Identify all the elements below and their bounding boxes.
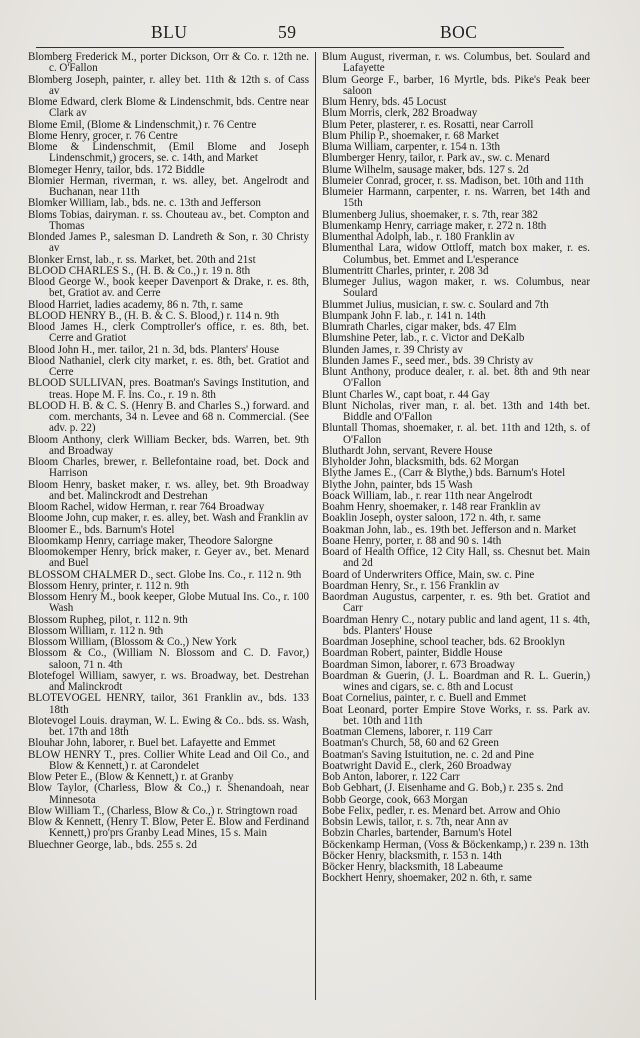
directory-entry: Bloom Anthony, clerk William Becker, bds. Warren, bet. 9th and Broadway	[28, 433, 309, 457]
directory-entry: Bob Gebhart, (J. Eisenhame and G. Bob,) r. 235 s. 2nd	[322, 782, 564, 795]
directory-entry: BLOOD H. B. & C. S. (Henry B. and Charles S.,) forward. and com. merchants, 34 n. Levee and 68 n. Commercial. (See adv. p. 22)	[28, 399, 309, 435]
directory-entry: Böcker Henry, blacksmith, 18 Labeaume	[322, 861, 503, 873]
directory-entry: Board of Health Office, 12 City Hall, ss. Chesnut bet. Main and 2d	[322, 546, 590, 570]
directory-entry: Blummet Julius, musician, r. sw. c. Soulard and 7th	[322, 298, 549, 311]
directory-entry: Bloomer E., bds. Barnum's Hotel	[28, 523, 175, 536]
directory-entry: Boatman Clemens, laborer, r. 119 Carr	[322, 726, 493, 738]
directory-entry: BLOOD HENRY B., (H. B. & C. S. Blood,) r. 114 n. 9th	[28, 309, 280, 322]
directory-entry: Boardman & Guerin, (J. L. Boardman and R. L. Guerin,) wines and cigars, se. c. 8th and Locust	[322, 669, 590, 693]
directory-entry: Blossom William, r. 112 n. 9th	[28, 624, 164, 637]
directory-entry: Bloomokemper Henry, brick maker, r. Geyer av., bet. Menard and Buel	[28, 546, 309, 570]
directory-entry: Bockhert Henry, shoemaker, 202 n. 6th, r. same	[322, 872, 532, 885]
directory-entry: BLOW HENRY T., pres. Collier White Lead and Oil Co., and Blow & Kennett,) r. at Carondelet	[28, 748, 309, 772]
directory-entry: Blum Morris, clerk, 282 Broadway	[322, 107, 478, 120]
right-column	[322, 52, 590, 885]
directory-entry: Boaklin Joseph, oyster saloon, 172 n. 4th, r. same	[322, 512, 541, 525]
directory-entry: Blonded James P., salesman D. Landreth & Son, r. 30 Christy av	[28, 231, 309, 255]
directory-entry: Blossom Rupheg, pilot, r. 112 n. 9th	[28, 613, 188, 626]
directory-entry: Bloom Rachel, widow Herman, r. rear 764 Broadway	[28, 501, 265, 513]
directory-entry: Bloom Henry, basket maker, r. ws. alley, bet. 9th Broadway and bet. Malinckrodt and Destrehan	[28, 478, 309, 502]
directory-entry: Blunden James, r. 39 Christy av	[322, 343, 463, 356]
directory-entry: Blumenberg Julius, shoemaker, r. s. 7th, rear 382	[322, 208, 538, 221]
left-column	[28, 52, 309, 851]
directory-entry: Blood John H., mer. tailor, 21 n. 3d, bds. Planters' House	[28, 343, 280, 356]
directory-entry: Boardman Henry, Sr., r. 156 Franklin av	[322, 579, 500, 592]
directory-entry: Blunt Anthony, produce dealer, r. al. bet. 8th and 9th near O'Fallon	[322, 366, 590, 390]
header-rule	[36, 47, 564, 48]
directory-entry: Boardman Robert, painter, Biddle House	[322, 647, 503, 660]
directory-entry: Blomberg Frederick M., porter Dickson, Orr & Co. r. 12th ne. c. O'Fallon	[28, 51, 309, 75]
directory-entry: Blunt Charles W., capt boat, r. 44 Gay	[322, 388, 490, 401]
directory-entry: Blumeger Julius, wagon maker, r. ws. Columbus, near Soulard	[322, 276, 590, 300]
directory-entry: Blumpank John F. lab., r. 141 n. 14th	[322, 309, 486, 322]
directory-entry: Boahm Henry, shoemaker, r. 148 rear Franklin av	[322, 501, 541, 513]
directory-entry: Bobb George, cook, 663 Morgan	[322, 793, 468, 806]
directory-entry: Bloom Charles, brewer, r. Bellefontaine road, bet. Dock and Harrison	[28, 456, 309, 480]
directory-entry: Bobzin Charles, bartender, Barnum's Hotel	[322, 827, 512, 840]
directory-entry: Bluma William, carpenter, r. 154 n. 13th	[322, 141, 501, 153]
directory-entry: Blossom William, (Blossom & Co.,) New York	[28, 636, 237, 648]
directory-entry: Blumeier Harmann, carpenter, r. ns. Warren, bet 14th and 15th	[322, 186, 590, 210]
directory-entry: Blome Henry, grocer, r. 76 Centre	[28, 129, 178, 142]
directory-entry: Blumenkamp Henry, carriage maker, r. 272 n. 18th	[322, 219, 547, 232]
directory-entry: Blossom Henry, printer, r. 112 n. 9th	[28, 579, 190, 592]
directory-entry: Blomberg Joseph, painter, r. alley bet. 11th & 12th s. of Cass av	[28, 73, 309, 97]
directory-entry: Blossom Henry M., book keeper, Globe Mutual Ins. Co., r. 100 Wash	[28, 591, 309, 615]
directory-entry: Blouhar John, laborer, r. Buel bet. Lafayette and Emmet	[28, 737, 276, 750]
directory-entry: BLOOD CHARLES S., (H. B. & Co.,) r. 19 n. 8th	[28, 264, 251, 277]
directory-entry: Blunt Nicholas, river man, r. al. bet. 13th and 14th bet. Biddle and O'Fallon	[322, 399, 590, 423]
directory-entry: Böcker Henry, blacksmith, r. 153 n. 14th	[322, 849, 502, 862]
directory-entry: Boardman Simon, laborer, r. 673 Broadway	[322, 658, 515, 671]
directory-entry: Blumberger Henry, tailor, r. Park av., sw. c. Menard	[322, 152, 550, 165]
directory-entry: Bluthardt John, servant, Revere House	[322, 444, 493, 457]
directory-entry: Blood George W., book keeper Davenport & Drake, r. es. 8th, bet, Gratiot av. and Cerre	[28, 276, 309, 300]
directory-entry: Blow William T., (Charless, Blow & Co.,) r. Stringtown road	[28, 804, 298, 817]
directory-entry: BLOSSOM CHALMER D., sect. Globe Ins. Co., r. 112 n. 9th	[28, 568, 302, 581]
directory-entry: Blomier Herman, riverman, r. ws. alley, bet. Angelrodt and Buchanan, near 11th	[28, 174, 309, 198]
directory-entry: Blumenthal Lara, widow Ottloff, match box maker, r. es. Columbus, bet. Emmet and L'esperance	[322, 242, 590, 266]
directory-entry: Boardman Josephine, school teacher, bds. 62 Brooklyn	[322, 636, 565, 648]
directory-entry: Blotevogel Louis. drayman, W. L. Ewing & Co.. bds. ss. Wash, bet. 17th and 18th	[28, 714, 309, 738]
directory-entry: Blumeier Conrad, grocer, r. ss. Madison, bet. 10th and 11th	[322, 174, 584, 187]
directory-entry: Boardman Henry C., notary public and land agent, 11 s. 4th, bds. Planters' House	[322, 613, 590, 637]
directory-entry: Blow Taylor, (Charless, Blow & Co.,) r. Shenandoah, near Minnesota	[28, 782, 309, 806]
directory-entry: BLOOD SULLIVAN, pres. Boatman's Savings Institution, and treas. Hope M. F. Ins. Co., r. 19 n. 8th	[28, 377, 309, 401]
directory-entry: Blum Henry, bds. 45 Locust	[322, 96, 447, 108]
directory-entry: Baordman Augustus, carpenter, r. es. 9th bet. Gratiot and Carr	[322, 591, 590, 615]
directory-entry: Bobsin Lewis, tailor, r. s. 7th, near Ann av	[322, 816, 509, 828]
directory-entry: Boat Leonard, porter Empire Stove Works, r. ss. Park av. bet. 10th and 11th	[322, 703, 590, 727]
directory-entry: Boatman's Church, 58, 60 and 62 Green	[322, 737, 499, 750]
directory-entry: Blow & Kennett, (Henry T. Blow, Peter E. Blow and Ferdinand Kennett,) pro'prs Granby Lead Mines, 15 s. Main	[28, 816, 309, 840]
directory-entry: Blossom & Co., (William N. Blossom and C. D. Favor,) saloon, 71 n. 4th	[28, 647, 309, 671]
directory-entry: Bluechner George, lab., bds. 255 s. 2d	[28, 838, 197, 851]
column-divider	[315, 52, 316, 1000]
directory-entry: Blythe James E., (Carr & Blythe,) bds. Barnum's Hotel	[322, 467, 566, 480]
directory-entry: Boane Henry, porter, r. 88 and 90 s. 14th	[322, 534, 502, 547]
directory-entry: Boatman's Saving Istuitution, ne. c. 2d and Pine	[322, 748, 534, 761]
directory-entry: Blyholder John, blacksmith, bds. 62 Morgan	[322, 456, 519, 468]
directory-entry: Blumrath Charles, cigar maker, bds. 47 Elm	[322, 321, 517, 333]
directory-entry: Blome & Lindenschmit, (Emil Blome and Joseph Lindenschmit,) grocers, se. c. 14th, and Market	[28, 141, 309, 165]
directory-entry: Blumentritt Charles, printer, r. 208 3d	[322, 264, 489, 277]
directory-entry: Bloome John, cup maker, r. es. alley, bet. Wash and Franklin av	[28, 512, 309, 525]
directory-entry: Bluntall Thomas, shoemaker, r. al. bet. 11th and 12th, s. of O'Fallon	[322, 422, 590, 446]
directory-entry: Boatwright David E., clerk, 260 Broadway	[322, 759, 512, 772]
directory-entry: Blood Nathaniel, clerk city market, r. es. 8th, bet. Gratiot and Cerre	[28, 354, 309, 378]
directory-entry: Blomker William, lab., bds. ne. c. 13th and Jefferson	[28, 197, 261, 210]
directory-entry: Blood Harriet, ladies academy, 86 n. 7th, r. same	[28, 298, 243, 311]
directory-entry: Blum George F., barber, 16 Myrtle, bds. Pike's Peak beer saloon	[322, 73, 590, 97]
directory-entry: Böckenkamp Herman, (Voss & Böckenkamp,) r. 239 n. 13th	[322, 838, 589, 851]
directory-entry: Blumshine Peter, lab., r. c. Victor and DeKalb	[322, 332, 525, 345]
directory-entry: Boat Cornelius, painter, r. c. Buell and Emmet	[322, 692, 527, 705]
directory-entry: Blow Peter E., (Blow & Kennett,) r. at Granby	[28, 771, 234, 783]
directory-entry: Blomeger Henry, tailor, bds. 172 Biddle	[28, 163, 205, 176]
directory-entry: Blonker Ernst, lab., r. ss. Market, bet. 20th and 21st	[28, 253, 256, 266]
left-guide-word: BLU	[151, 22, 188, 42]
directory-entry: Blum Philip P., shoemaker, r. 68 Market	[322, 129, 499, 142]
directory-entry: Boack William, lab., r. rear 11th near Angelrodt	[322, 489, 533, 502]
directory-entry: Blome Edward, clerk Blome & Lindenschmit, bds. Centre near Clark av	[28, 96, 309, 120]
directory-entry: Blumenthal Adolph, lab., r. 180 Franklin av	[322, 231, 515, 243]
directory-entry: Blunden James F., seed mer., bds. 39 Christy av	[322, 354, 534, 367]
directory-entry: Blotefogel William, sawyer, r. ws. Broadway, bet. Destrehan and Malinckrodt	[28, 669, 309, 693]
directory-entry: Bloomkamp Henry, carriage maker, Theodore Salorgne	[28, 534, 273, 547]
directory-entry: Bobe Felix, pedler, r. es. Menard bet. Arrow and Ohio	[322, 804, 561, 817]
directory-entry: Board of Underwriters Office, Main, sw. c. Pine	[322, 568, 535, 581]
directory-entry: Bloms Tobias, dairyman. r. ss. Chouteau av., bet. Compton and Thomas	[28, 208, 309, 232]
directory-entry: Blume Wilhelm, sausage maker, bds. 127 s. 2d	[322, 163, 529, 176]
page-header	[28, 22, 488, 46]
directory-entry: Blome Emil, (Blome & Lindenschmit,) r. 76 Centre	[28, 118, 257, 131]
right-guide-word: BOC	[440, 22, 478, 42]
directory-entry: Blum Peter, plasterer, r. es. Rosatti, near Carroll	[322, 118, 534, 131]
directory-entry: Bob Anton, laborer, r. 122 Carr	[322, 771, 460, 783]
directory-entry: Blood James H., clerk Comptroller's office, r. es. 8th, bet. Cerre and Gratiot	[28, 321, 309, 345]
directory-entry: Blythe John, painter, bds 15 Wash	[322, 478, 473, 491]
directory-entry: BLOTEVOGEL HENRY, tailor, 361 Franklin av., bds. 133 18th	[28, 692, 309, 716]
directory-entry: Boakman John, lab., es. 19th bet. Jefferson and n. Market	[322, 523, 577, 536]
directory-entry: Blum August, riverman, r. ws. Columbus, bet. Soulard and Lafayette	[322, 51, 590, 75]
page-number: 59	[278, 22, 297, 42]
